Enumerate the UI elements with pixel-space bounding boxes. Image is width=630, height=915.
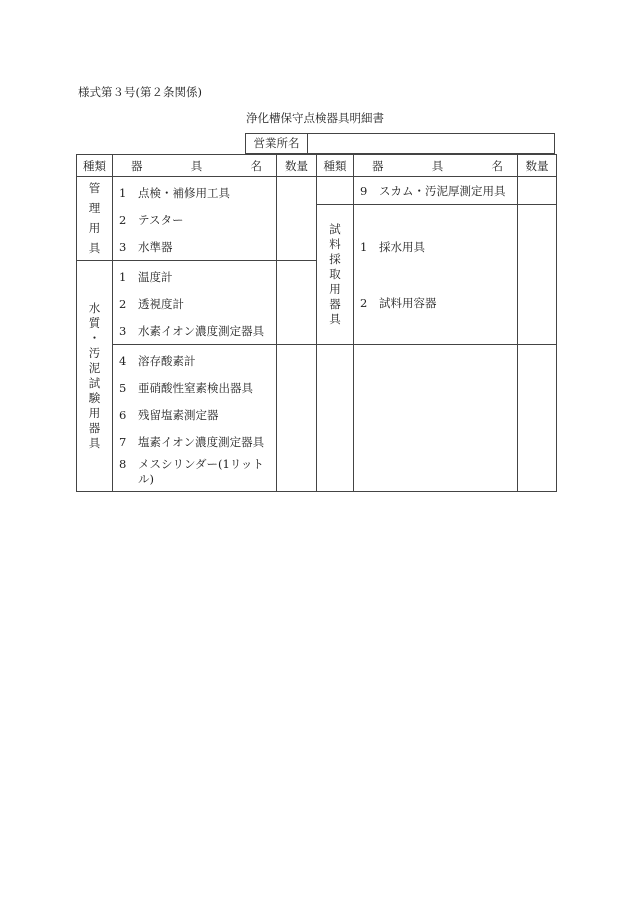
quantity-cell[interactable] — [277, 345, 317, 492]
list-item: 2 試料用容器 — [360, 295, 437, 310]
category-cell-empty — [317, 177, 354, 205]
list-item: 6 残留塩素測定器 — [119, 407, 219, 422]
header-quantity-left: 数量 — [277, 155, 317, 177]
header-category-right: 種類 — [317, 155, 354, 177]
category-sampling-tools: 試 料 採 取 用 器 具 — [317, 205, 354, 345]
header-quantity-right: 数量 — [518, 155, 557, 177]
category-water-sludge-test-tools: 水 質 ・ 汚 泥 試 験 用 器 具 — [77, 261, 113, 492]
office-name-field[interactable] — [245, 133, 555, 154]
category-management-tools: 管 理 用 具 — [77, 177, 113, 261]
equipment-table — [76, 154, 557, 492]
quantity-cell[interactable] — [277, 261, 317, 345]
list-item: 4 溶存酸素計 — [119, 353, 196, 368]
sampling-tools-list — [354, 205, 518, 345]
quantity-cell[interactable] — [277, 177, 317, 261]
list-item: 3 水準器 — [119, 239, 173, 254]
category-cell-empty — [317, 345, 354, 492]
scum-sludge-tool-cell — [354, 177, 518, 205]
water-test-tools-list-a — [113, 261, 277, 345]
list-item: 5 亜硝酸性窒素検出器具 — [119, 380, 253, 395]
header-tool-name-left: 器 具 名 — [113, 155, 277, 177]
management-tools-list — [113, 177, 277, 261]
list-item: 1 点検・補修用工具 — [119, 185, 230, 200]
form-number: 様式第３号(第２条関係) — [78, 85, 202, 99]
document-title: 浄化槽保守点検器具明細書 — [246, 111, 384, 125]
quantity-cell[interactable] — [518, 177, 557, 205]
list-item: 2 透視度計 — [119, 296, 184, 311]
header-category-left: 種類 — [77, 155, 113, 177]
tool-name-cell-empty — [354, 345, 518, 492]
list-item: 7 塩素イオン濃度測定器具 — [119, 434, 265, 449]
quantity-cell[interactable] — [518, 345, 557, 492]
list-item: 2 テスター — [119, 212, 184, 227]
list-item: 1 採水用具 — [360, 239, 425, 254]
list-item: 8 メスシリンダー(1リットル) — [119, 457, 264, 486]
office-name-label: 営業所名 — [246, 134, 308, 153]
list-item: 1 温度計 — [119, 269, 173, 284]
quantity-cell[interactable] — [518, 205, 557, 345]
list-item: 3 水素イオン濃度測定器具 — [119, 323, 265, 338]
list-item: 9 スカム・汚泥厚測定用具 — [360, 183, 506, 198]
water-test-tools-list-b — [113, 345, 277, 492]
header-tool-name-right: 器 具 名 — [354, 155, 518, 177]
header-row — [77, 155, 557, 177]
